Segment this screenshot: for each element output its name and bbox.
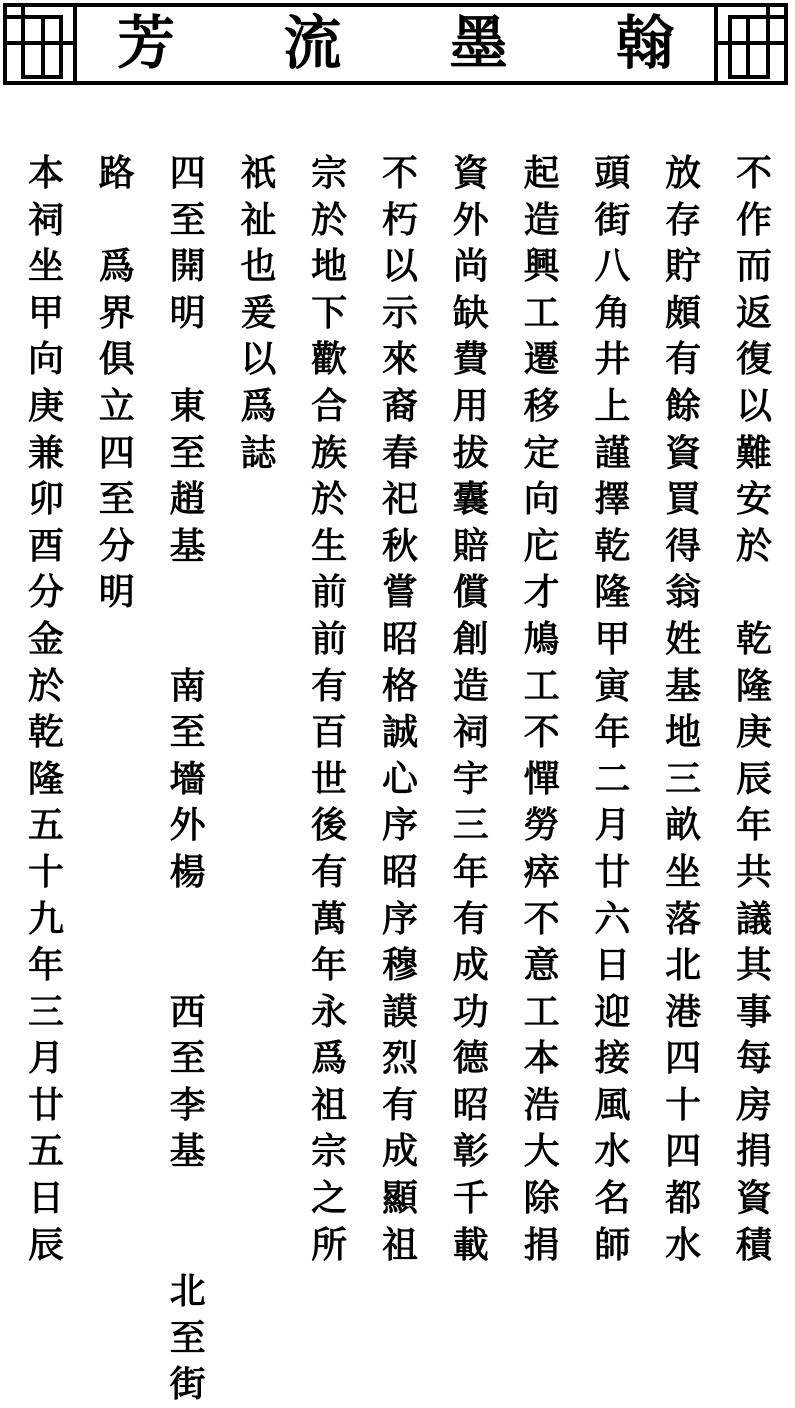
text-character: 年	[594, 711, 631, 754]
text-character: 立	[98, 384, 135, 427]
text-character: 賠	[452, 524, 489, 567]
text-character: 貯	[665, 245, 702, 288]
text-character: 分	[27, 571, 64, 614]
text-character: 界	[98, 291, 135, 334]
text-character: 向	[523, 478, 560, 521]
text-character: 三	[665, 757, 702, 800]
text-character: 不	[735, 152, 772, 194]
text-character: 事	[735, 990, 772, 1033]
text-character: 三	[452, 804, 489, 847]
text-character: 後	[311, 804, 348, 847]
text-character: 生	[311, 524, 348, 567]
text-character: 迎	[594, 990, 631, 1033]
text-character: 捐	[523, 1223, 560, 1266]
text-character: 祖	[311, 1083, 348, 1126]
text-character	[162, 1175, 214, 1222]
text-character: 意	[523, 944, 560, 987]
text-character: 四	[665, 1130, 702, 1173]
text-character: 移	[523, 384, 560, 427]
text-character: 明	[169, 291, 206, 334]
text-character: 爲	[311, 1037, 348, 1080]
text-character: 有	[311, 850, 348, 893]
text-character: 鳩	[523, 617, 560, 660]
text-character: 成	[381, 1130, 418, 1173]
text-character: 卯	[27, 478, 64, 521]
text-character: 瘁	[523, 850, 560, 893]
text-character: 庚	[27, 384, 64, 427]
text-character: 年	[735, 804, 772, 847]
text-character: 序	[381, 804, 418, 847]
text-character: 每	[735, 1037, 772, 1080]
text-column	[374, 150, 426, 1266]
text-character: 九	[27, 897, 64, 940]
text-character: 誠	[381, 711, 418, 754]
text-character: 頭	[594, 152, 631, 194]
text-character: 庀	[523, 524, 560, 567]
text-character: 名	[594, 1177, 631, 1220]
text-character: 謹	[594, 431, 631, 474]
text-character: 十	[665, 1083, 702, 1126]
text-character: 基	[169, 524, 206, 567]
text-character: 本	[523, 1037, 560, 1080]
text-character: 街	[594, 198, 631, 241]
text-character: 都	[665, 1177, 702, 1220]
text-character: 至	[169, 711, 206, 754]
text-character: 接	[594, 1037, 631, 1080]
text-character: 月	[594, 804, 631, 847]
text-character: 穆	[381, 944, 418, 987]
text-character: 本	[27, 152, 64, 194]
text-columns	[20, 150, 780, 1406]
text-character: 以	[381, 245, 418, 288]
text-character: 捐	[735, 1130, 772, 1173]
text-character: 前	[311, 617, 348, 660]
text-character: 昭	[381, 617, 418, 660]
text-character: 德	[452, 1037, 489, 1080]
text-character: 日	[27, 1177, 64, 1220]
text-character: 乾	[735, 617, 772, 660]
text-character: 有	[452, 897, 489, 940]
text-character: 下	[311, 291, 348, 334]
text-character: 爰	[240, 291, 277, 334]
text-character: 至	[169, 198, 206, 241]
text-character: 地	[311, 245, 348, 288]
text-character: 工	[523, 291, 560, 334]
text-character: 北	[665, 944, 702, 987]
text-character: 四	[98, 431, 135, 474]
text-character: 興	[523, 245, 560, 288]
text-character: 也	[240, 245, 277, 288]
text-character: 頗	[665, 291, 702, 334]
text-character: 兼	[27, 431, 64, 474]
text-character: 乾	[27, 711, 64, 754]
text-character: 辰	[735, 757, 772, 800]
text-character: 嘗	[381, 571, 418, 614]
text-character: 尚	[452, 245, 489, 288]
text-character: 南	[169, 664, 206, 707]
text-character: 俱	[98, 338, 135, 381]
text-character: 金	[27, 617, 64, 660]
fret-corner-icon	[3, 3, 77, 85]
text-character: 歡	[311, 338, 348, 381]
text-character: 基	[169, 1130, 206, 1173]
text-character: 向	[27, 338, 64, 381]
text-character: 寅	[594, 664, 631, 707]
text-character: 二	[594, 757, 631, 800]
text-character: 爲	[240, 384, 277, 427]
text-character: 遷	[523, 338, 560, 381]
text-character: 創	[452, 617, 489, 660]
text-character	[162, 1222, 214, 1269]
text-character: 彰	[452, 1130, 489, 1173]
text-character: 不	[523, 897, 560, 940]
text-character: 作	[735, 198, 772, 241]
title-char: 芳	[117, 9, 176, 77]
text-character: 資	[665, 431, 702, 474]
text-character: 工	[523, 664, 560, 707]
text-character: 基	[665, 664, 702, 707]
text-character	[162, 942, 214, 989]
text-character: 積	[735, 1223, 772, 1266]
text-character: 擇	[594, 478, 631, 521]
text-character: 隆	[735, 664, 772, 707]
text-character: 祠	[452, 711, 489, 754]
text-character: 昭	[452, 1083, 489, 1126]
text-character: 翁	[665, 571, 702, 614]
text-character: 外	[169, 804, 206, 847]
text-character: 風	[594, 1083, 631, 1126]
text-character: 宗	[311, 152, 348, 194]
text-character: 坐	[665, 850, 702, 893]
text-character: 水	[594, 1130, 631, 1173]
text-character: 趙	[169, 478, 206, 521]
text-character: 姓	[665, 617, 702, 660]
text-character: 廿	[594, 850, 631, 893]
text-character: 定	[523, 431, 560, 474]
text-character: 宗	[311, 1130, 348, 1173]
text-column	[162, 150, 214, 1406]
text-character: 路	[98, 152, 135, 194]
text-character: 師	[594, 1223, 631, 1266]
text-character: 宇	[452, 757, 489, 800]
text-character: 浩	[523, 1083, 560, 1126]
text-character: 格	[381, 664, 418, 707]
text-character: 四	[665, 1037, 702, 1080]
text-character: 烈	[381, 1037, 418, 1080]
text-character: 祉	[240, 198, 277, 241]
text-character: 勞	[523, 804, 560, 847]
text-character: 囊	[452, 478, 489, 521]
title-char: 流	[283, 9, 342, 77]
text-character: 除	[523, 1177, 560, 1220]
text-character: 拔	[452, 431, 489, 474]
title-text	[87, 9, 704, 77]
text-column	[232, 150, 284, 1100]
text-character: 缺	[452, 291, 489, 334]
text-character: 百	[311, 711, 348, 754]
title-banner	[3, 3, 788, 85]
text-character: 祖	[381, 1223, 418, 1266]
text-character: 三	[27, 990, 64, 1033]
text-column	[728, 150, 780, 1266]
text-character: 費	[452, 338, 489, 381]
text-character: 上	[594, 384, 631, 427]
text-character: 於	[311, 478, 348, 521]
text-character: 造	[452, 664, 489, 707]
text-character: 祇	[240, 152, 277, 194]
text-character: 才	[523, 571, 560, 614]
text-character: 用	[452, 384, 489, 427]
text-character: 西	[169, 990, 206, 1033]
text-character: 起	[523, 152, 560, 194]
text-character: 至	[169, 1316, 206, 1359]
text-character: 不	[523, 711, 560, 754]
text-character: 難	[735, 431, 772, 474]
text-character	[162, 569, 214, 616]
text-character: 來	[381, 338, 418, 381]
text-character: 誌	[240, 431, 277, 474]
text-character	[162, 616, 214, 663]
text-character: 存	[665, 198, 702, 241]
text-column	[445, 150, 497, 1266]
text-character: 有	[665, 338, 702, 381]
text-character: 之	[311, 1177, 348, 1220]
text-character: 至	[169, 1037, 206, 1080]
text-character: 北	[169, 1270, 206, 1313]
text-character: 水	[665, 1223, 702, 1266]
text-character: 其	[735, 944, 772, 987]
text-character: 日	[594, 944, 631, 987]
text-character: 東	[169, 384, 206, 427]
text-column	[586, 150, 638, 1266]
text-character: 共	[735, 850, 772, 893]
text-character: 所	[311, 1223, 348, 1266]
text-character: 資	[735, 1177, 772, 1220]
text-character: 憚	[523, 757, 560, 800]
text-character: 辰	[27, 1223, 64, 1266]
text-character: 前	[311, 571, 348, 614]
text-character: 謨	[381, 990, 418, 1033]
text-character: 有	[381, 1083, 418, 1126]
text-character: 餘	[665, 384, 702, 427]
text-character: 示	[381, 291, 418, 334]
text-character: 月	[27, 1037, 64, 1080]
text-column	[516, 150, 568, 1266]
text-character: 祀	[381, 478, 418, 521]
text-character: 成	[452, 944, 489, 987]
text-character: 復	[735, 338, 772, 381]
text-character: 序	[381, 897, 418, 940]
text-character: 十	[27, 850, 64, 893]
text-character: 而	[735, 245, 772, 288]
text-character: 永	[311, 990, 348, 1033]
text-character: 至	[169, 431, 206, 474]
text-character: 分	[98, 524, 135, 567]
text-character: 祠	[27, 198, 64, 241]
text-character: 於	[311, 198, 348, 241]
text-character: 春	[381, 431, 418, 474]
text-character: 族	[311, 431, 348, 474]
text-character: 安	[735, 478, 772, 521]
text-character: 年	[311, 944, 348, 987]
text-character: 裔	[381, 384, 418, 427]
text-character: 墻	[169, 757, 206, 800]
text-character: 八	[594, 245, 631, 288]
text-character: 街	[169, 1363, 206, 1406]
text-character: 庚	[735, 711, 772, 754]
text-character: 五	[27, 1130, 64, 1173]
text-character: 秋	[381, 524, 418, 567]
text-character: 於	[735, 524, 772, 567]
text-character: 放	[665, 152, 702, 194]
text-character: 隆	[594, 571, 631, 614]
text-column	[91, 150, 143, 1100]
text-character: 角	[594, 291, 631, 334]
text-character: 港	[665, 990, 702, 1033]
text-character: 年	[27, 944, 64, 987]
fret-corner-icon	[714, 3, 788, 85]
text-character: 酉	[27, 524, 64, 567]
text-column	[20, 150, 72, 1266]
text-character: 李	[169, 1083, 206, 1126]
text-character	[162, 336, 214, 383]
text-character: 朽	[381, 198, 418, 241]
text-character: 四	[169, 152, 206, 194]
text-character: 世	[311, 757, 348, 800]
text-column	[657, 150, 709, 1266]
text-character: 有	[311, 664, 348, 707]
text-character: 甲	[27, 291, 64, 334]
text-character: 井	[594, 338, 631, 381]
title-char: 翰	[615, 9, 674, 77]
text-character: 載	[452, 1223, 489, 1266]
text-character: 廿	[27, 1083, 64, 1126]
text-character: 地	[665, 711, 702, 754]
text-character	[728, 569, 780, 616]
text-character: 落	[665, 897, 702, 940]
text-character: 隆	[27, 757, 64, 800]
text-column	[303, 150, 355, 1266]
text-character: 功	[452, 990, 489, 1033]
text-character: 以	[735, 384, 772, 427]
text-character: 至	[98, 478, 135, 521]
title-char: 墨	[449, 9, 508, 77]
text-character: 六	[594, 897, 631, 940]
text-character: 心	[381, 757, 418, 800]
text-character: 萬	[311, 897, 348, 940]
text-character: 昭	[381, 850, 418, 893]
text-character: 楊	[169, 850, 206, 893]
text-character: 外	[452, 198, 489, 241]
text-character: 於	[27, 664, 64, 707]
text-character: 年	[452, 850, 489, 893]
text-character: 甲	[594, 617, 631, 660]
text-character: 資	[452, 152, 489, 194]
text-character: 房	[735, 1083, 772, 1126]
text-character: 開	[169, 245, 206, 288]
text-character	[162, 896, 214, 943]
text-character: 買	[665, 478, 702, 521]
text-character: 以	[240, 338, 277, 381]
text-character: 畝	[665, 804, 702, 847]
text-character: 五	[27, 804, 64, 847]
text-character: 返	[735, 291, 772, 334]
text-character: 償	[452, 571, 489, 614]
text-character: 合	[311, 384, 348, 427]
text-character: 千	[452, 1177, 489, 1220]
text-character	[91, 197, 143, 244]
text-character: 爲	[98, 245, 135, 288]
text-character: 明	[98, 571, 135, 614]
text-character: 顯	[381, 1177, 418, 1220]
text-character: 工	[523, 990, 560, 1033]
text-character: 大	[523, 1130, 560, 1173]
text-character: 不	[381, 152, 418, 194]
text-character: 得	[665, 524, 702, 567]
text-character: 乾	[594, 524, 631, 567]
text-character: 造	[523, 198, 560, 241]
text-character: 議	[735, 897, 772, 940]
text-character: 坐	[27, 245, 64, 288]
